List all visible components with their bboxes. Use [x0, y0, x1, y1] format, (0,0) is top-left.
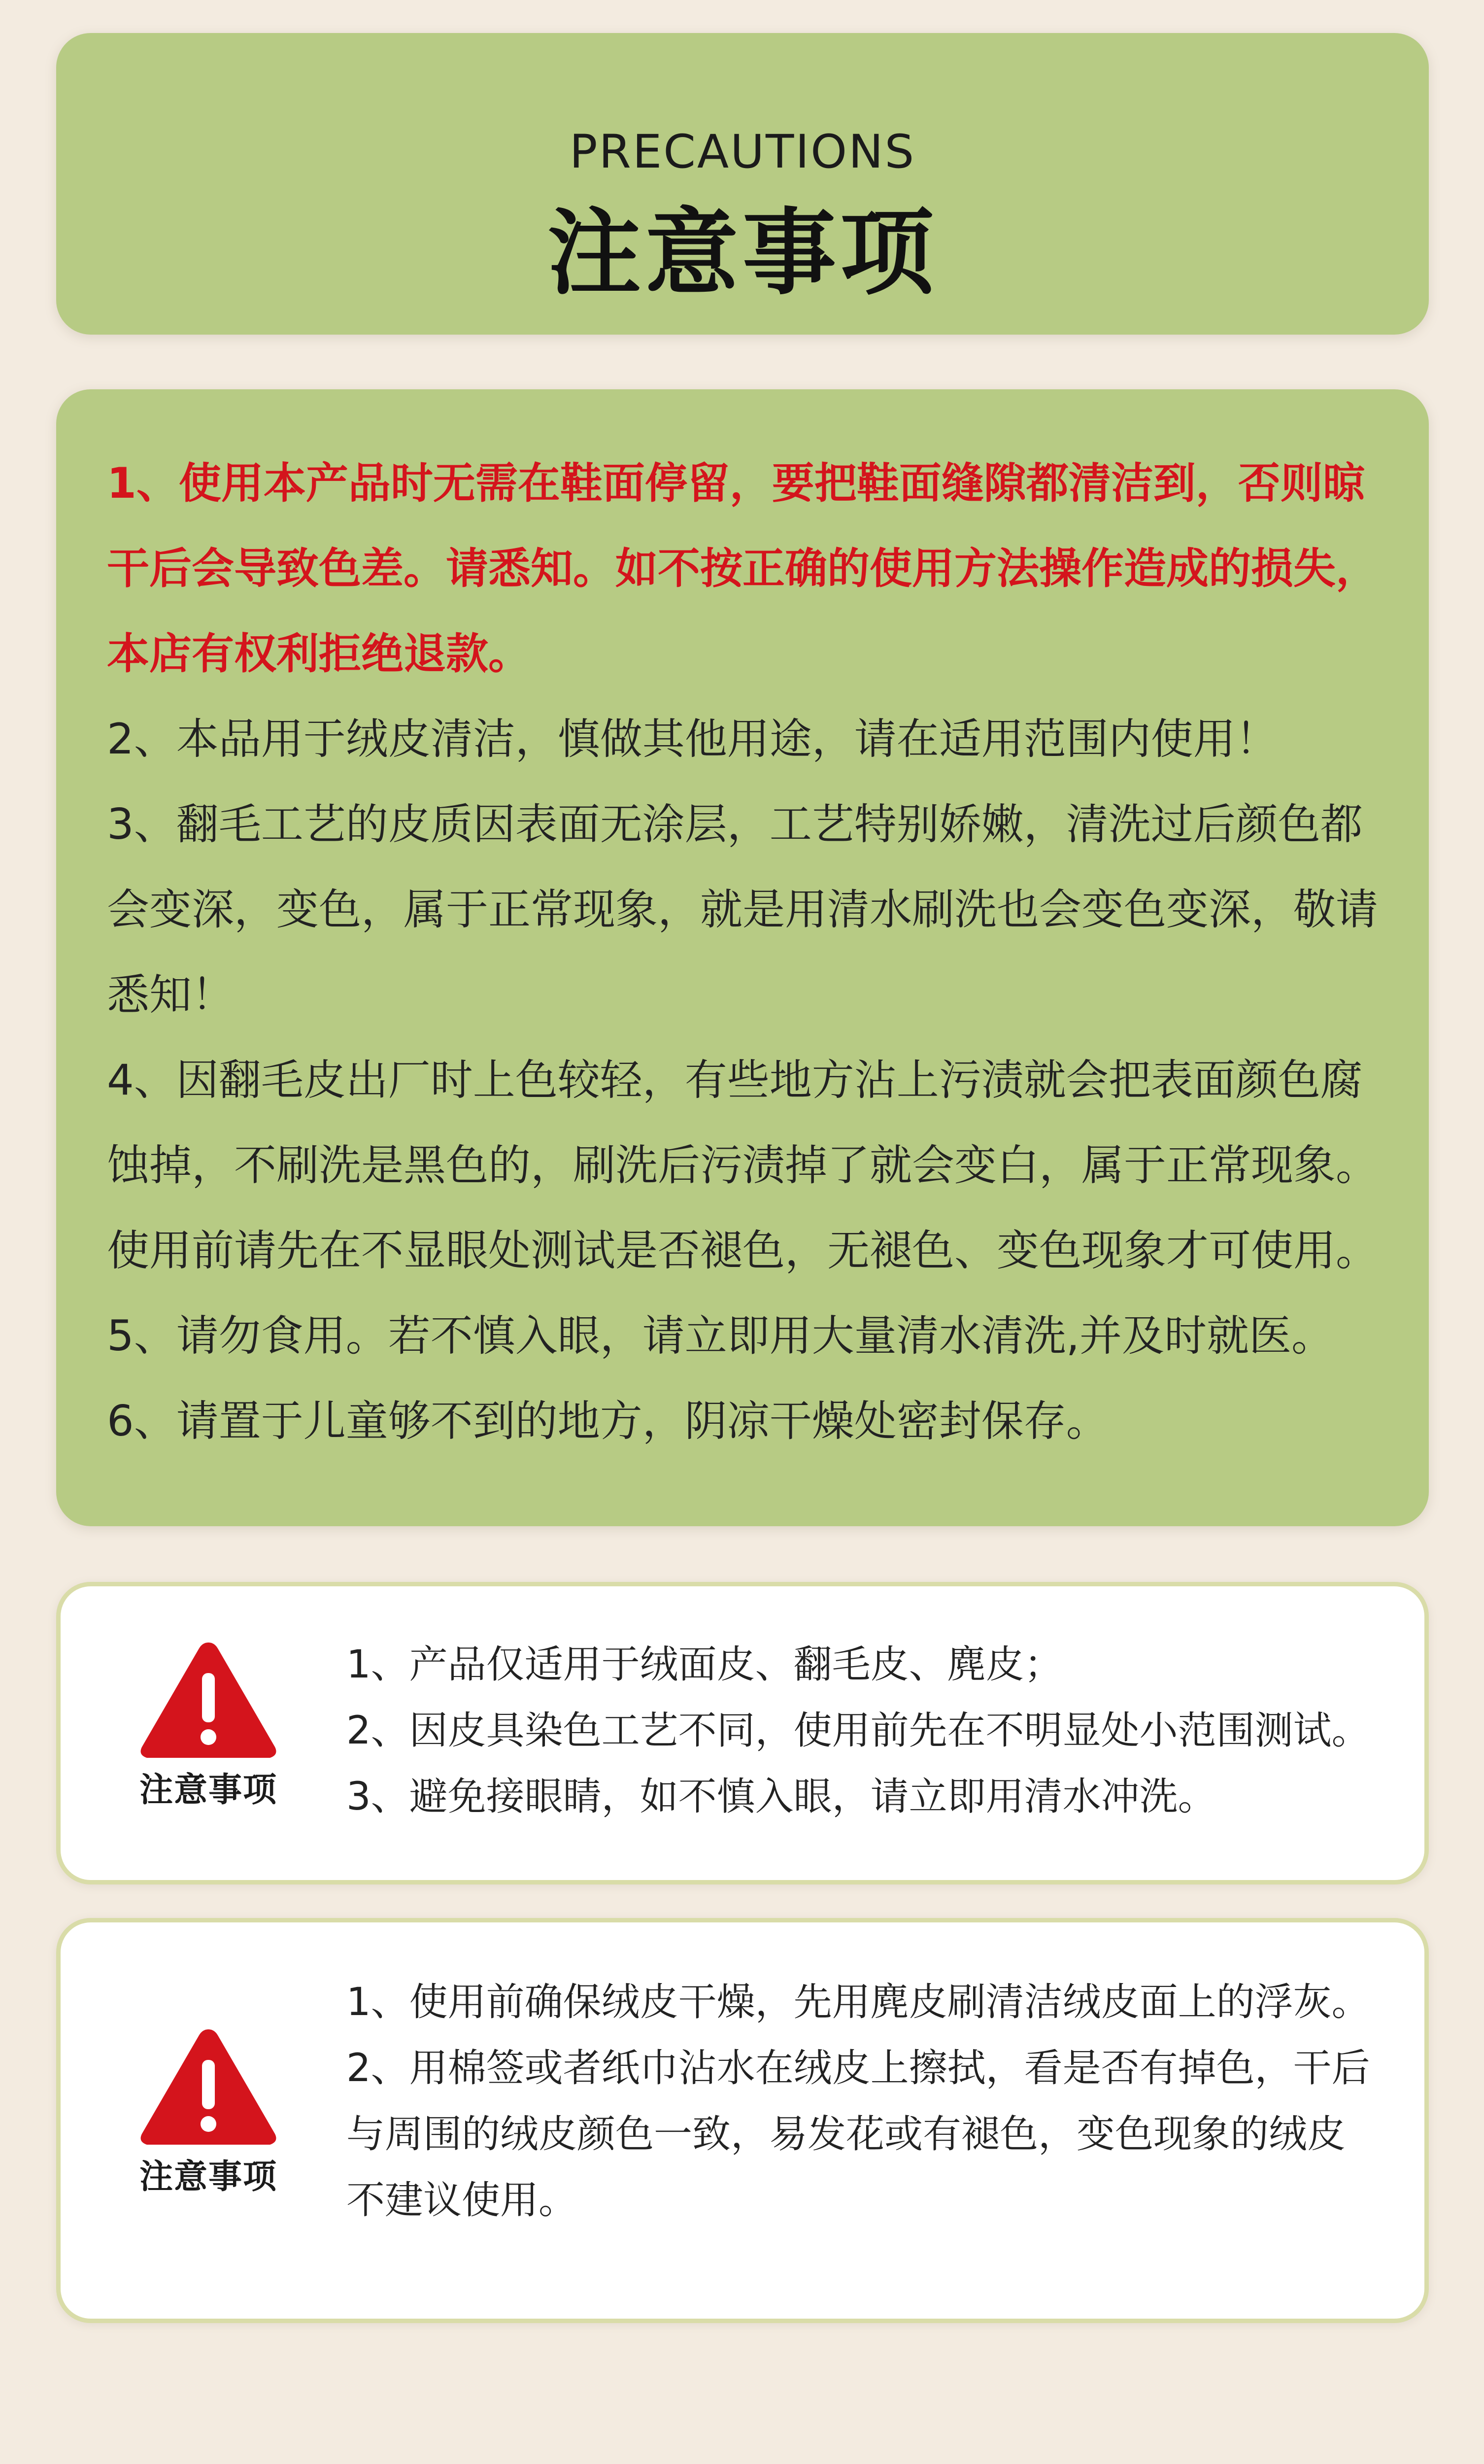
precaution-line: 悉知！ [107, 970, 234, 1020]
title-chinese: 注意事项 [547, 199, 938, 308]
notice-line: 2、用棉签或者纸巾沾水在绒皮上擦拭，看是否有掉色，干后 [346, 2046, 1370, 2090]
precaution-line: 5、请勿食用。若不慎入眼，请立即用大量清水清洗,并及时就医。 [107, 1311, 1334, 1361]
precaution-line: 4、因翻毛皮出厂时上色较轻，有些地方沾上污渍就会把表面颜色腐 [107, 1056, 1363, 1105]
precaution-line: 使用前请先在不显眼处测试是否褪色，无褪色、变色现象才可使用。 [107, 1226, 1378, 1275]
precaution-line: 3、翻毛工艺的皮质因表面无涂层，工艺特别娇嫩，清洗过后颜色都 [107, 800, 1363, 849]
warning-label: 注意事项 [139, 2157, 277, 2196]
precautions-list [107, 441, 1388, 1464]
notice-list [346, 1632, 1411, 1830]
precaution-line: 6、请置于儿童够不到的地方，阴凉干燥处密封保存。 [107, 1397, 1109, 1446]
precautions-card [56, 389, 1429, 1526]
warning-block [130, 1637, 287, 1810]
notice-line: 2、因皮具染色工艺不同，使用前先在不明显处小范围测试。 [346, 1709, 1370, 1753]
warning-triangle-icon [137, 2023, 280, 2152]
precaution-line: 本店有权利拒绝退款。 [107, 629, 531, 679]
title-banner [56, 33, 1429, 335]
precaution-line: 蚀掉，不刷洗是黑色的，刷洗后污渍掉了就会变白，属于正常现象。 [107, 1141, 1378, 1190]
notice-list [346, 1969, 1411, 2233]
notice-line: 3、避免接眼睛，如不慎入眼，请立即用清水冲洗。 [346, 1775, 1216, 1819]
precaution-line: 会变深，变色，属于正常现象，就是用清水刷洗也会变色变深，敬请 [107, 885, 1378, 934]
notice-card-1 [56, 1582, 1429, 1884]
precaution-line: 干后会导致色差。请悉知。如不按正确的使用方法操作造成的损失， [107, 544, 1378, 593]
title-english: PRECAUTIONS [569, 125, 916, 179]
warning-triangle-icon [137, 1637, 280, 1765]
notice-line: 1、使用前确保绒皮干燥，先用麂皮刷清洁绒皮面上的浮灰。 [346, 1980, 1370, 2024]
warning-block [130, 2023, 287, 2194]
notice-card-2 [56, 1918, 1429, 2323]
warning-label: 注意事项 [139, 1771, 277, 1810]
notice-line: 与周围的绒皮颜色一致，易发花或有褪色，变色现象的绒皮 [346, 2112, 1346, 2156]
notice-line: 1、产品仅适用于绒面皮、翻毛皮、麂皮； [346, 1643, 1063, 1687]
precaution-line: 2、本品用于绒皮清洁，慎做其他用途，请在适用范围内使用！ [107, 715, 1278, 764]
notice-line: 不建议使用。 [346, 2178, 577, 2223]
precaution-line: 1、使用本产品时无需在鞋面停留，要把鞋面缝隙都清洁到，否则晾 [107, 459, 1365, 508]
